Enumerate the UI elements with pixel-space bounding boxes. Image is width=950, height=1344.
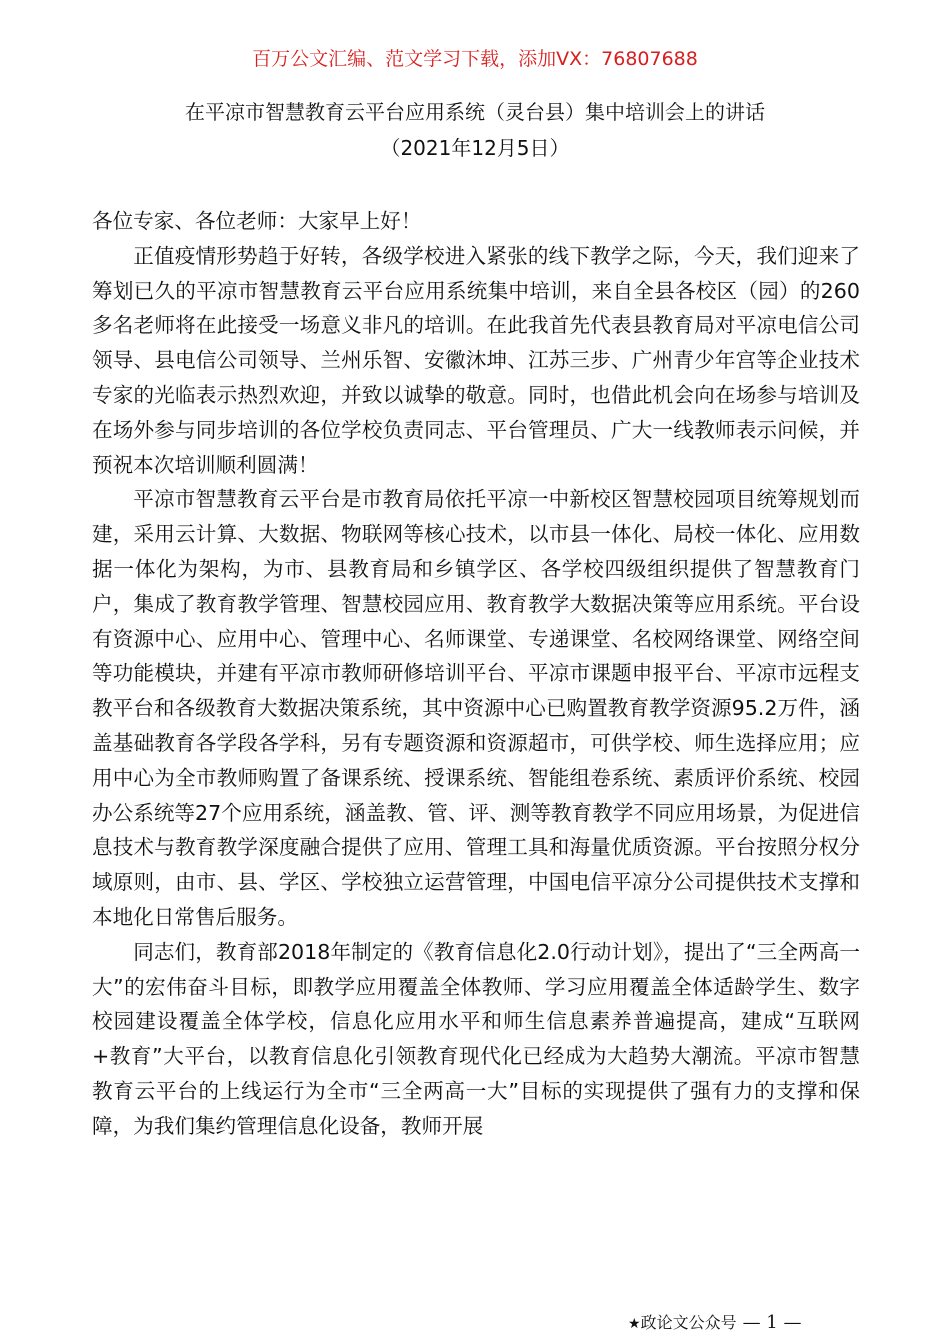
body-paragraph: 同志们，教育部2018年制定的《教育信息化2.0行动计划》，提出了“三全两高一大”的宏伟奋斗目标，即教学应用覆盖全体教师、学习应用覆盖全体适龄学生、数字校园建设覆盖全体学校，信息化应用水平和师生信息素养普遍提高，建成“互联网+教育”大平台，以教育信息化引领教育现代化已经成为大趋势大潮流。平凉市智慧教育云平台的上线运行为全市“三全两高一大”目标的实现提供了强有力的支撑和保障，为我们集约管理信息化设备，教师开展 (92, 939, 860, 1138)
star-icon: ★ (628, 1316, 641, 1332)
body-paragraph: 正值疫情形势趋于好转，各级学校进入紧张的线下教学之际，今天，我们迎来了筹划已久的平凉市智慧教育云平台应用系统集中培训，来自全县各校区（园）的260多名老师将在此接受一场意义非凡的培训。在此我首先代表县教育局对平凉电信公司领导、县电信公司领导、兰州乐智、安徽沐坤、江苏三步、广州青少年宫等企业技术专家的光临表示热烈欢迎，并致以诚挚的敬意。同时，也借此机会向在场参与培训及在场外参与同步培训的各位学校负责同志、平台管理员、广大一线教师表示问候，并预祝本次培训顺利圆满！ (92, 243, 860, 477)
footer-source: 政论文公众号 (640, 1313, 737, 1332)
page-footer (628, 1310, 888, 1337)
page-number: — 1 — (742, 1312, 802, 1333)
salutation: 各位专家、各位老师：大家早上好！ (92, 209, 422, 233)
document-body (92, 204, 860, 1144)
document-date: （2021年12月5日） (380, 136, 570, 160)
document-title: 在平凉市智慧教育云平台应用系统（灵台县）集中培训会上的讲话 (185, 100, 765, 124)
header-banner: 百万公文汇编、范文学习下载，添加VX：76807688 (252, 48, 698, 70)
body-paragraph: 平凉市智慧教育云平台是市教育局依托平凉一中新校区智慧校园项目统筹规划而建，采用云计算、大数据、物联网等核心技术，以市县一体化、局校一体化、应用数据一体化为架构，为市、县教育局和乡镇学区、各学校四级组织提供了智慧教育门户，集成了教育教学管理、智慧校园应用、教育教学大数据决策等应用系统。平台设有资源中心、应用中心、管理中心、名师课堂、专递课堂、名校网络课堂、网络空间等功能模块，并建有平凉市教师研修培训平台、平凉市课题申报平台、平凉市远程支教平台和各级教育大数据决策系统，其中资源中心已购置教育教学资源95.2万件，涵盖基础教育各学段各学科，另有专题资源和资源超市，可供学校、师生选择应用；应用中心为全市教师购置了备课系统、授课系统、智能组卷系统、素质评价系统、校园办公系统等27个应用系统，涵盖教、管、评、测等教育教学不同应用场景，为促进信息技术与教育教学深度融合提供了应用、管理工具和海量优质资源。平台按照分权分域原则，由市、县、学区、学校独立运营管理，中国电信平凉分公司提供技术支撑和本地化日常售后服务。 (92, 487, 860, 929)
